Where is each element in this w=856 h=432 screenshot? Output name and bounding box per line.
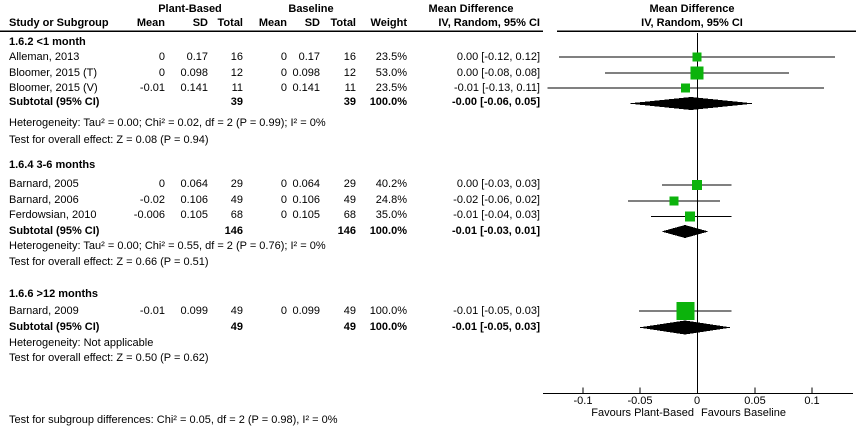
plot-ci-column-header: IV, Random, 95% CI <box>641 17 743 29</box>
subtotal-plant-total: 49 <box>230 321 243 333</box>
axis-tick-label: 0 <box>693 395 701 407</box>
subgroup-difference-test: Test for subgroup differences: Chi² = 0.05, df = 2 (P = 0.98), I² = 0% <box>9 414 338 426</box>
effect-marker-barnard-2005 <box>692 180 702 190</box>
plant-total-header: Total <box>217 17 243 29</box>
axis-tick-label: -0.1 <box>573 395 593 407</box>
plant-mean: 0 <box>158 178 165 190</box>
study-ci-text: 0.00 [-0.12, 0.12] <box>456 51 540 63</box>
subtotal-label: Subtotal (95% CI) <box>9 225 100 237</box>
baseline-sd: 0.105 <box>292 209 320 221</box>
baseline-total: 49 <box>343 194 356 206</box>
plant-mean: 0 <box>158 51 165 63</box>
study-name: Bloomer, 2015 (V) <box>9 82 98 94</box>
baseline-sd: 0.098 <box>292 67 320 79</box>
favours-right-label: Favours Baseline <box>701 407 786 419</box>
subtotal-plant-total: 39 <box>230 96 243 108</box>
study-name: Bloomer, 2015 (T) <box>9 67 98 79</box>
baseline-sd: 0.099 <box>292 305 320 317</box>
baseline-total: 29 <box>343 178 356 190</box>
md-plot-header: Mean Difference <box>649 3 735 15</box>
subtotal-ci-text: -0.01 [-0.05, 0.03] <box>451 321 540 333</box>
baseline-mean: 0 <box>280 305 287 317</box>
baseline-sd: 0.141 <box>292 82 320 94</box>
study-weight: 100.0% <box>369 305 407 317</box>
ci-column-header: IV, Random, 95% CI <box>438 17 540 29</box>
plant-mean: -0.02 <box>139 194 165 206</box>
plant-sd: 0.105 <box>180 209 208 221</box>
study-name: Barnard, 2005 <box>9 178 79 190</box>
baseline-mean: 0 <box>280 194 287 206</box>
baseline-total-header: Total <box>330 17 356 29</box>
study-ci-text: 0.00 [-0.08, 0.08] <box>456 67 540 79</box>
effect-marker-ferdowsian-2010 <box>685 212 695 222</box>
plant-mean-header: Mean <box>136 17 165 29</box>
treatment-group-header: Plant-Based <box>158 3 222 15</box>
subtotal-plant-total: 146 <box>224 225 243 237</box>
study-name: Ferdowsian, 2010 <box>9 209 97 221</box>
plant-sd: 0.106 <box>180 194 208 206</box>
subtotal-diamond-3 <box>639 321 732 335</box>
overall-effect-text: Test for overall effect: Z = 0.08 (P = 0.94) <box>9 134 209 146</box>
subgroup-title-3: 1.6.6 >12 months <box>9 288 98 300</box>
effect-marker-alleman-2013 <box>693 53 702 62</box>
subtotal-diamond-1 <box>628 97 755 110</box>
subtotal-baseline-total: 49 <box>343 321 356 333</box>
study-ci-text: -0.02 [-0.06, 0.02] <box>453 194 540 206</box>
baseline-mean: 0 <box>280 178 287 190</box>
axis-tick-label: 0.1 <box>804 395 820 407</box>
effect-marker-bloomer-2015-t <box>691 67 704 80</box>
subtotal-label: Subtotal (95% CI) <box>9 96 100 108</box>
axis-tick-label: -0.05 <box>627 395 653 407</box>
plant-total: 68 <box>230 209 243 221</box>
baseline-mean: 0 <box>280 82 287 94</box>
baseline-total: 12 <box>343 67 356 79</box>
axis-tick-label: 0.05 <box>744 395 766 407</box>
subgroup-title-2: 1.6.4 3-6 months <box>9 159 96 171</box>
study-column-header: Study or Subgroup <box>9 17 109 29</box>
effect-marker-barnard-2006 <box>670 197 679 206</box>
subtotal-weight: 100.0% <box>369 96 407 108</box>
study-name: Alleman, 2013 <box>9 51 80 63</box>
plant-sd: 0.099 <box>180 305 208 317</box>
study-weight: 40.2% <box>375 178 407 190</box>
heterogeneity-text: Heterogeneity: Tau² = 0.00; Chi² = 0.02, df = 2 (P = 0.99); I² = 0% <box>9 117 326 129</box>
plant-sd: 0.098 <box>180 67 208 79</box>
study-ci-text: -0.01 [-0.05, 0.03] <box>453 305 540 317</box>
baseline-mean-header: Mean <box>258 17 287 29</box>
baseline-mean: 0 <box>280 209 287 221</box>
baseline-total: 49 <box>343 305 356 317</box>
subtotal-baseline-total: 146 <box>337 225 356 237</box>
subgroup-title-1: 1.6.2 <1 month <box>9 36 86 48</box>
plant-mean: -0.01 <box>139 82 165 94</box>
heterogeneity-text: Heterogeneity: Not applicable <box>9 337 154 349</box>
baseline-mean: 0 <box>280 67 287 79</box>
study-ci-text: -0.01 [-0.04, 0.03] <box>453 209 540 221</box>
plant-sd-header: SD <box>192 17 208 29</box>
subtotal-ci-text: -0.01 [-0.03, 0.01] <box>451 225 540 237</box>
plant-sd: 0.064 <box>180 178 208 190</box>
favours-left-label: Favours Plant-Based <box>591 407 694 419</box>
plant-total: 11 <box>231 82 243 94</box>
baseline-mean: 0 <box>280 51 287 63</box>
subtotal-weight: 100.0% <box>369 225 407 237</box>
study-weight: 23.5% <box>375 51 407 63</box>
subtotal-diamond-2 <box>662 225 709 238</box>
plant-mean: -0.006 <box>133 209 165 221</box>
effect-marker-barnard-2009 <box>677 302 695 320</box>
plant-total: 49 <box>230 305 243 317</box>
study-weight: 23.5% <box>375 82 407 94</box>
baseline-sd-header: SD <box>304 17 320 29</box>
baseline-total: 16 <box>343 51 356 63</box>
baseline-sd: 0.17 <box>298 51 320 63</box>
study-weight: 53.0% <box>375 67 407 79</box>
plant-sd: 0.141 <box>180 82 208 94</box>
heterogeneity-text: Heterogeneity: Tau² = 0.00; Chi² = 0.55, df = 2 (P = 0.76); I² = 0% <box>9 240 326 252</box>
baseline-total: 11 <box>344 82 356 94</box>
md-stats-header: Mean Difference <box>428 3 514 15</box>
baseline-sd: 0.106 <box>292 194 320 206</box>
subtotal-label: Subtotal (95% CI) <box>9 321 100 333</box>
subtotal-ci-text: -0.00 [-0.06, 0.05] <box>451 96 540 108</box>
baseline-total: 68 <box>343 209 356 221</box>
baseline-sd: 0.064 <box>292 178 320 190</box>
study-ci-text: -0.01 [-0.13, 0.11] <box>453 82 540 94</box>
study-weight: 24.8% <box>375 194 407 206</box>
plant-mean: -0.01 <box>139 305 165 317</box>
effect-marker-bloomer-2015-v <box>681 84 690 93</box>
study-ci-text: 0.00 [-0.03, 0.03] <box>456 178 540 190</box>
plant-mean: 0 <box>158 67 165 79</box>
plant-total: 16 <box>230 51 243 63</box>
plant-sd: 0.17 <box>186 51 208 63</box>
control-group-header: Baseline <box>288 3 334 15</box>
plant-total: 12 <box>230 67 243 79</box>
plant-total: 29 <box>230 178 243 190</box>
plant-total: 49 <box>230 194 243 206</box>
weight-column-header: Weight <box>370 17 407 29</box>
study-name: Barnard, 2006 <box>9 194 79 206</box>
subtotal-weight: 100.0% <box>369 321 407 333</box>
study-name: Barnard, 2009 <box>9 305 79 317</box>
overall-effect-text: Test for overall effect: Z = 0.50 (P = 0.62) <box>9 352 209 364</box>
subtotal-baseline-total: 39 <box>343 96 356 108</box>
study-weight: 35.0% <box>375 209 407 221</box>
overall-effect-text: Test for overall effect: Z = 0.66 (P = 0.51) <box>9 256 209 268</box>
